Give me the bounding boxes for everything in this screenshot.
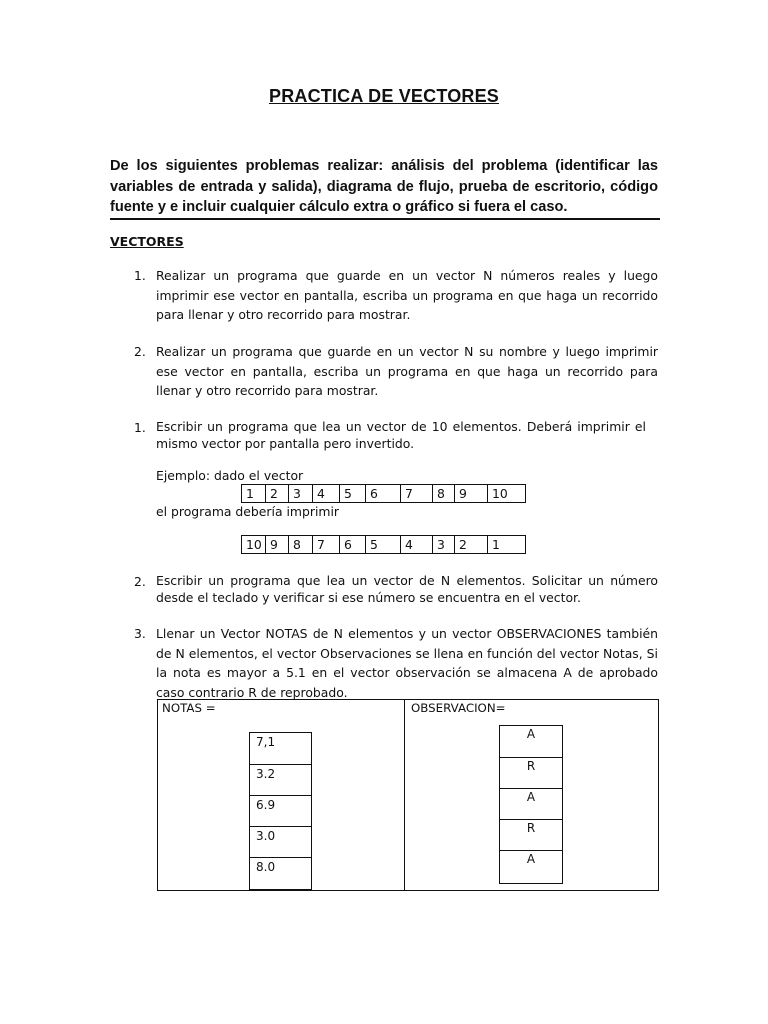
- notas-label: NOTAS =: [162, 701, 216, 715]
- notas-cell: 8.0: [250, 857, 311, 889]
- notas-cell: 3.2: [250, 764, 311, 795]
- vector-cell: 6: [340, 536, 366, 554]
- input-vector-table: [241, 484, 526, 503]
- notas-cell: 6.9: [250, 795, 311, 826]
- divider-line: [110, 218, 660, 220]
- vector-cell: 1: [488, 536, 526, 554]
- item-text: Realizar un programa que guarde en un vector N su nombre y luego imprimir ese vector en pantalla, escriba un programa en que haga un recorrido para llenar y otro recorrido para mostrar.: [156, 344, 658, 398]
- item-text: Llenar un Vector NOTAS de N elementos y un vector OBSERVACIONES también de N elementos, el vector Observaciones se llena en función del vector Notas, Si la nota es mayor a 5.1 en el vector observación se almacena A de aprobado caso contrario R de reprobado.: [156, 626, 658, 700]
- vector-cell: 8: [289, 536, 313, 554]
- observacion-cell: R: [500, 819, 562, 850]
- vector-cell: 2: [266, 485, 289, 503]
- notas-observaciones-box: [157, 699, 659, 891]
- vector-cell: 9: [455, 485, 488, 503]
- vector-cell: 3: [433, 536, 455, 554]
- vector-cell: 3: [289, 485, 313, 503]
- observacion-cell: A: [500, 788, 562, 819]
- item-text: Realizar un programa que guarde en un vector N números reales y luego imprimir ese vector en pantalla, escriba un programa en que haga un recorrido para llenar y otro recorrido para mostrar.: [156, 268, 658, 322]
- item-number: 3.: [134, 626, 146, 641]
- output-vector-table: [241, 535, 526, 554]
- vector-cell: 6: [366, 485, 401, 503]
- vector-cell: 7: [401, 485, 433, 503]
- observaciones-vector: [499, 725, 563, 884]
- item-number: 1.: [134, 268, 146, 283]
- item-text: Escribir un programa que lea un vector de N elementos. Solicitar un número desde el teclado y verificar si ese número se encuentra en el vector.: [156, 573, 658, 605]
- example-label: Ejemplo: dado el vector: [156, 468, 304, 483]
- output-label: el programa debería imprimir: [156, 504, 339, 519]
- vector-cell: 5: [340, 485, 366, 503]
- observacion-cell: A: [526, 727, 536, 741]
- vector-cell: 10: [242, 536, 266, 554]
- vector-cell: 8: [433, 485, 455, 503]
- item-number: 1.: [134, 420, 146, 435]
- box-divider: [404, 700, 405, 890]
- vector-cell: 4: [401, 536, 433, 554]
- item-number: 2.: [134, 574, 146, 589]
- item-number: 2.: [134, 344, 146, 359]
- vector-cell: 7: [313, 536, 340, 554]
- item-text: Escribir un programa que lea un vector de 10 elementos. Deberá imprimir el mismo vector por pantalla pero invertido.: [156, 419, 646, 451]
- vector-cell: 4: [313, 485, 340, 503]
- vector-cell: 5: [366, 536, 401, 554]
- vector-cell: 9: [266, 536, 289, 554]
- observacion-cell: A: [500, 850, 562, 883]
- notas-cell: 3.0: [250, 826, 311, 857]
- page-title: PRACTICA DE VECTORES: [268, 86, 500, 106]
- instructions-paragraph: De los siguientes problemas realizar: análisis del problema (identificar las variables de entrada y salida), diagrama de flujo, prueba de escritorio, código fuente y e incluir cualquier cálculo extra o gráfico si fuera el caso.: [110, 158, 658, 215]
- notas-cell: 7,1: [256, 735, 276, 749]
- notas-vector: [249, 732, 312, 890]
- observacion-cell: R: [500, 757, 562, 788]
- observacion-label: OBSERVACION=: [411, 701, 506, 715]
- section-heading: VECTORES: [110, 234, 184, 249]
- vector-cell: 2: [455, 536, 488, 554]
- vector-cell: 10: [488, 485, 526, 503]
- vector-cell: 1: [242, 485, 266, 503]
